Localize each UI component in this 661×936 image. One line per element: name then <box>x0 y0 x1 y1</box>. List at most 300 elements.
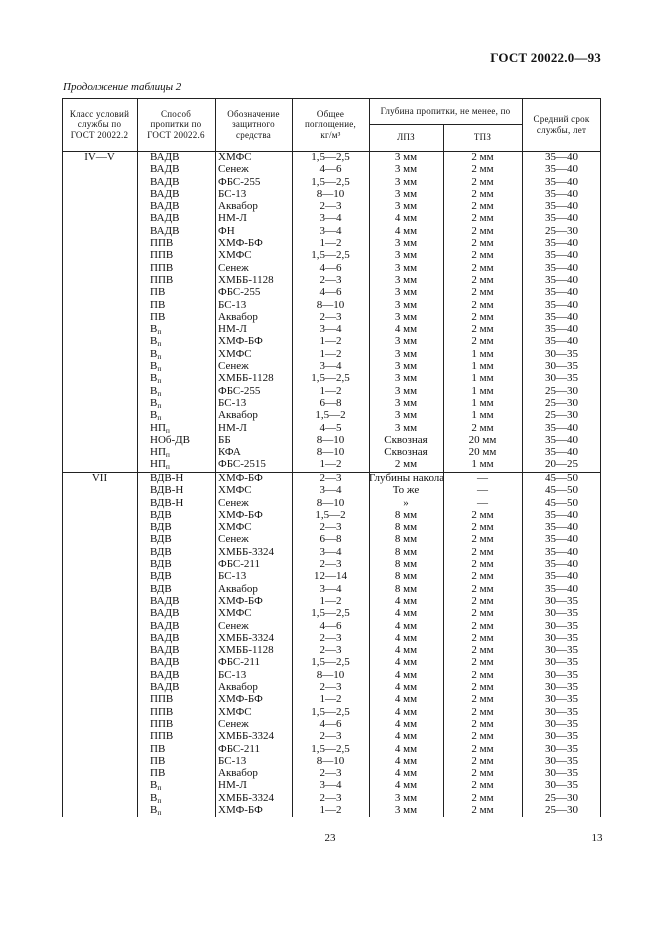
header-service-life <box>522 98 601 151</box>
absorption-cell: 1,5—2,5 <box>311 607 350 620</box>
agent-cell: БС-13 <box>218 298 247 311</box>
depth-tpz-cell: 2 мм <box>471 421 494 434</box>
method-cell <box>137 681 215 693</box>
service-life-cell: 30—35 <box>545 644 578 657</box>
agent-cell: Сенеж <box>218 717 249 730</box>
table-row <box>62 779 601 791</box>
method-cell <box>137 546 215 558</box>
table-row <box>62 558 601 570</box>
page-number-right: 13 <box>591 832 603 844</box>
service-life-cell: 30—35 <box>545 656 578 669</box>
absorption-cell: 1,5—2,5 <box>311 742 350 755</box>
depth-lpz-cell: 4 мм <box>394 717 418 730</box>
service-life-cell: 30—35 <box>545 619 578 632</box>
header-depth-tpz <box>443 124 522 151</box>
method-code: В <box>150 409 158 422</box>
agent-cell: БС-13 <box>218 187 247 200</box>
absorption-cell: 8—10 <box>316 433 345 446</box>
header-line: поглощение, <box>304 119 357 130</box>
table-row <box>62 509 601 521</box>
absorption-cell: 3—4 <box>319 323 342 336</box>
table-row <box>62 804 601 816</box>
service-class-label: IV—V <box>84 151 115 163</box>
service-life-cell: 30—35 <box>545 717 578 730</box>
service-life-cell: 35—40 <box>545 200 578 213</box>
absorption-cell: 4—6 <box>319 717 342 730</box>
method-code: В <box>150 804 158 817</box>
method-cell <box>137 509 215 521</box>
depth-lpz-cell: 3 мм <box>394 286 418 299</box>
method-code: ВАДВ <box>150 681 180 694</box>
agent-cell: ФБС-255 <box>218 286 261 299</box>
absorption-cell: 8—10 <box>316 187 345 200</box>
method-cell <box>137 311 215 323</box>
header-line: средства <box>235 129 271 140</box>
method-code: ППВ <box>150 705 174 718</box>
depth-tpz-cell: 2 мм <box>471 249 494 262</box>
depth-lpz-cell: 4 мм <box>394 705 418 718</box>
table-row <box>62 274 601 286</box>
absorption-cell: 1—2 <box>319 347 342 360</box>
table-row <box>62 632 601 644</box>
method-subscript: п <box>157 400 162 410</box>
depth-tpz-cell: 2 мм <box>471 335 494 348</box>
method-code: ВДВ-Н <box>150 472 184 484</box>
method-cell <box>137 779 215 791</box>
agent-cell: НМ-Л <box>218 323 247 336</box>
service-life-cell: 45—50 <box>545 496 578 509</box>
service-life-cell: 35—40 <box>545 151 578 163</box>
table-row <box>62 669 601 681</box>
header-line: Класс условий <box>69 108 130 119</box>
depth-tpz-cell: — <box>477 496 488 509</box>
absorption-cell: 2—3 <box>319 521 342 534</box>
absorption-cell: 4—6 <box>319 619 342 632</box>
method-cell <box>137 497 215 509</box>
agent-cell: ХМФ-БФ <box>218 594 263 607</box>
absorption-cell: 2—3 <box>319 310 342 323</box>
service-life-cell: 25—30 <box>545 791 578 804</box>
depth-tpz-cell: 2 мм <box>471 631 494 644</box>
service-life-cell: 30—35 <box>545 742 578 755</box>
method-cell <box>137 533 215 545</box>
method-code: ППВ <box>150 730 174 743</box>
service-life-cell: 35—40 <box>545 421 578 434</box>
agent-cell: ХМББ-1128 <box>218 372 274 385</box>
agent-cell: ХМББ-3324 <box>218 545 275 558</box>
method-cell <box>137 458 215 470</box>
table-row <box>62 595 601 607</box>
service-life-cell: 30—35 <box>545 767 578 780</box>
depth-tpz-cell: 2 мм <box>471 261 494 274</box>
absorption-cell: 1—2 <box>319 384 342 397</box>
depth-tpz-cell: 2 мм <box>471 582 494 595</box>
method-cell <box>137 299 215 311</box>
method-subscript: п <box>165 425 170 435</box>
method-cell <box>137 200 215 212</box>
depth-lpz-cell: 3 мм <box>394 421 418 434</box>
method-code: ВАДВ <box>150 619 180 632</box>
header-depth-group <box>369 98 522 124</box>
table-row <box>62 299 601 311</box>
agent-cell: БС-13 <box>218 570 247 583</box>
agent-cell: Аквабор <box>218 582 258 595</box>
table-row <box>62 546 601 558</box>
method-code: В <box>150 323 158 336</box>
method-cell <box>137 755 215 767</box>
service-life-cell: 25—30 <box>545 384 578 397</box>
agent-cell: НМ-Л <box>218 212 247 225</box>
table-row <box>62 176 601 188</box>
depth-lpz-cell: 4 мм <box>394 742 418 755</box>
method-cell <box>137 607 215 619</box>
method-cell <box>137 237 215 249</box>
table-row <box>62 212 601 224</box>
service-life-cell: 30—35 <box>545 705 578 718</box>
depth-tpz-cell: 2 мм <box>471 681 494 694</box>
absorption-cell: 1,5—2,5 <box>311 175 350 188</box>
method-code: В <box>150 384 158 397</box>
table-row <box>62 743 601 755</box>
method-subscript: п <box>157 388 162 398</box>
header-line: ЛПЗ <box>397 132 415 143</box>
depth-lpz-cell: 3 мм <box>394 372 418 385</box>
absorption-cell: 8—10 <box>316 668 345 681</box>
header-group-rule <box>369 124 522 125</box>
method-code: ВАДВ <box>150 224 180 237</box>
table-row <box>62 372 601 384</box>
method-code: ВАДВ <box>150 175 180 188</box>
method-code: ВДВ-Н <box>150 484 184 497</box>
depth-tpz-cell: — <box>477 472 488 484</box>
method-code: ВАДВ <box>150 212 180 225</box>
method-cell <box>137 730 215 742</box>
method-code: ВАДВ <box>150 668 180 681</box>
agent-cell: ХМФ-БФ <box>218 804 263 817</box>
depth-tpz-cell: 2 мм <box>471 705 494 718</box>
method-cell <box>137 446 215 458</box>
service-life-cell: 35—40 <box>545 323 578 336</box>
depth-lpz-cell: 3 мм <box>394 163 418 176</box>
service-life-cell: 30—35 <box>545 668 578 681</box>
agent-cell: Аквабор <box>218 310 258 323</box>
method-code: ВАДВ <box>150 644 180 657</box>
service-life-cell: 30—35 <box>545 607 578 620</box>
table-row <box>62 360 601 372</box>
depth-lpz-cell: 3 мм <box>394 310 418 323</box>
depth-lpz-cell: 3 мм <box>394 175 418 188</box>
agent-cell: ФБС-255 <box>218 175 261 188</box>
absorption-cell: 8—10 <box>316 754 345 767</box>
table-row <box>62 570 601 582</box>
service-life-cell: 35—40 <box>545 286 578 299</box>
method-code: НП <box>150 421 166 434</box>
header-service-class <box>62 98 137 151</box>
absorption-cell: 3—4 <box>319 779 342 792</box>
method-cell <box>137 558 215 570</box>
absorption-cell: 6—8 <box>319 396 342 409</box>
absorption-cell: 2—3 <box>319 791 342 804</box>
depth-tpz-cell: 2 мм <box>471 607 494 620</box>
depth-lpz-cell: 4 мм <box>394 693 418 706</box>
depth-tpz-cell: 2 мм <box>471 693 494 706</box>
agent-cell: ХМФ-БФ <box>218 472 263 484</box>
method-code: ВАДВ <box>150 187 180 200</box>
method-code: ПВ <box>150 767 166 780</box>
method-cell <box>137 792 215 804</box>
agent-cell: ФБС-211 <box>218 558 261 571</box>
method-code: ВАДВ <box>150 594 180 607</box>
method-cell <box>137 163 215 175</box>
service-life-cell: 25—30 <box>545 409 578 422</box>
depth-tpz-cell: 2 мм <box>471 163 494 176</box>
depth-tpz-cell: 2 мм <box>471 668 494 681</box>
agent-cell: ХМББ-3324 <box>218 791 275 804</box>
table-row <box>62 583 601 595</box>
service-life-cell: 30—35 <box>545 631 578 644</box>
depth-lpz-cell: Сквозная <box>384 446 428 459</box>
header-line: Глубина пропитки, не менее, по <box>380 105 511 116</box>
table-section <box>62 472 601 816</box>
method-code: В <box>150 360 158 373</box>
depth-lpz-cell: 3 мм <box>394 249 418 262</box>
depth-lpz-cell: 8 мм <box>394 521 418 534</box>
absorption-cell: 4—6 <box>319 286 342 299</box>
service-life-cell: 35—40 <box>545 249 578 262</box>
depth-tpz-cell: 2 мм <box>471 779 494 792</box>
table-row <box>62 225 601 237</box>
method-cell <box>137 472 215 484</box>
standard-code: ГОСТ 20022.0—93 <box>490 50 601 65</box>
table-row <box>62 385 601 397</box>
service-life-cell: 35—40 <box>545 298 578 311</box>
table-row <box>62 484 601 496</box>
method-code: ППВ <box>150 717 174 730</box>
method-cell <box>137 151 215 163</box>
service-life-cell: 35—40 <box>545 582 578 595</box>
agent-cell: Сенеж <box>218 619 249 632</box>
agent-cell: ХМФС <box>218 607 252 620</box>
depth-lpz-cell: 3 мм <box>394 804 418 817</box>
method-subscript: п <box>165 462 170 472</box>
method-code: ВДВ <box>150 582 172 595</box>
depth-lpz-cell: 4 мм <box>394 644 418 657</box>
method-code: НП <box>150 458 166 471</box>
method-cell <box>137 176 215 188</box>
agent-cell: ФН <box>218 224 235 237</box>
absorption-cell: 2—3 <box>319 200 342 213</box>
absorption-cell: 8—10 <box>316 298 345 311</box>
method-code: ВДВ-Н <box>150 496 184 509</box>
table-row <box>62 521 601 533</box>
depth-lpz-cell: 4 мм <box>394 594 418 607</box>
header-depth-lpz <box>369 124 443 151</box>
method-code: В <box>150 779 158 792</box>
service-life-cell: 35—40 <box>545 558 578 571</box>
agent-cell: ХМББ-3324 <box>218 730 275 743</box>
depth-lpz-cell: 3 мм <box>394 151 418 163</box>
depth-tpz-cell: 1 мм <box>471 458 494 471</box>
method-code: ВДВ <box>150 545 172 558</box>
depth-lpz-cell: 3 мм <box>394 360 418 373</box>
table-row <box>62 422 601 434</box>
absorption-cell: 1—2 <box>319 804 342 817</box>
method-code: ППВ <box>150 261 174 274</box>
depth-lpz-cell: » <box>403 496 409 509</box>
header-absorption <box>292 98 369 151</box>
table-row <box>62 681 601 693</box>
table-row <box>62 620 601 632</box>
header-line: Средний срок <box>533 114 590 124</box>
method-cell <box>137 249 215 261</box>
depth-lpz-cell: 4 мм <box>394 631 418 644</box>
absorption-cell: 1,5—2 <box>315 409 346 422</box>
method-subscript: п <box>157 376 162 386</box>
method-code: ПВ <box>150 742 166 755</box>
agent-cell: БС-13 <box>218 396 247 409</box>
service-life-cell: 35—40 <box>545 446 578 459</box>
absorption-cell: 1,5—2,5 <box>311 372 350 385</box>
table-row <box>62 151 601 163</box>
method-code: В <box>150 396 158 409</box>
absorption-cell: 1—2 <box>319 693 342 706</box>
method-cell <box>137 409 215 421</box>
service-life-cell: 30—35 <box>545 360 578 373</box>
depth-tpz-cell: 2 мм <box>471 804 494 817</box>
depth-lpz-cell: 3 мм <box>394 791 418 804</box>
depth-lpz-cell: 4 мм <box>394 656 418 669</box>
header-line: ГОСТ 20022.2 <box>70 129 129 140</box>
method-subscript: п <box>157 364 162 374</box>
service-life-cell: 35—40 <box>545 175 578 188</box>
service-life-cell: 35—40 <box>545 521 578 534</box>
depth-tpz-cell: 2 мм <box>471 298 494 311</box>
depth-tpz-cell: 2 мм <box>471 767 494 780</box>
absorption-cell: 3—4 <box>319 582 342 595</box>
table-row <box>62 533 601 545</box>
agent-cell: Сенеж <box>218 360 249 373</box>
table-caption: Продолжение таблицы 2 <box>63 81 182 93</box>
header-line: пропитки по <box>150 119 202 130</box>
depth-tpz-cell: 1 мм <box>471 347 494 360</box>
method-subscript: п <box>157 327 162 337</box>
method-cell <box>137 274 215 286</box>
service-life-cell: 30—35 <box>545 372 578 385</box>
header-line: Общее <box>316 108 345 119</box>
table-row <box>62 188 601 200</box>
header-line: Обозначение <box>227 108 280 119</box>
agent-cell: ХМББ-1128 <box>218 644 274 657</box>
method-code: ПВ <box>150 286 166 299</box>
table-row <box>62 472 601 484</box>
method-cell <box>137 595 215 607</box>
table-row <box>62 497 601 509</box>
impregnation-table <box>62 98 601 817</box>
service-life-cell: 35—40 <box>545 310 578 323</box>
depth-lpz-cell: 4 мм <box>394 681 418 694</box>
absorption-cell: 2—3 <box>319 730 342 743</box>
depth-lpz-cell: 3 мм <box>394 237 418 250</box>
absorption-cell: 3—4 <box>319 212 342 225</box>
service-life-cell: 25—30 <box>545 396 578 409</box>
service-life-cell: 35—40 <box>545 508 578 521</box>
method-code: ВДВ <box>150 533 172 546</box>
absorption-cell: 1—2 <box>319 335 342 348</box>
method-code: ППВ <box>150 249 174 262</box>
depth-lpz-cell: 3 мм <box>394 347 418 360</box>
depth-lpz-cell: 8 мм <box>394 570 418 583</box>
agent-cell: Сенеж <box>218 496 249 509</box>
depth-lpz-cell: 3 мм <box>394 409 418 422</box>
depth-tpz-cell: 2 мм <box>471 619 494 632</box>
depth-lpz-cell: 3 мм <box>394 298 418 311</box>
depth-tpz-cell: 2 мм <box>471 212 494 225</box>
service-life-cell: 25—30 <box>545 224 578 237</box>
table-row <box>62 644 601 656</box>
depth-tpz-cell: 2 мм <box>471 717 494 730</box>
depth-tpz-cell: 2 мм <box>471 310 494 323</box>
method-cell <box>137 743 215 755</box>
service-life-cell: 45—50 <box>545 472 578 484</box>
depth-tpz-cell: 2 мм <box>471 791 494 804</box>
service-life-cell: 30—35 <box>545 693 578 706</box>
table-row <box>62 409 601 421</box>
depth-lpz-cell: 4 мм <box>394 730 418 743</box>
table-row <box>62 458 601 470</box>
method-subscript: п <box>157 351 162 361</box>
depth-tpz-cell: — <box>477 484 488 497</box>
table-row <box>62 730 601 742</box>
absorption-cell: 1—2 <box>319 458 342 471</box>
absorption-cell: 2—3 <box>319 558 342 571</box>
service-life-cell: 35—40 <box>545 273 578 286</box>
table-row <box>62 286 601 298</box>
service-life-cell: 30—35 <box>545 347 578 360</box>
header-line: Способ <box>160 108 192 119</box>
agent-cell: ХМФС <box>218 484 252 497</box>
depth-lpz-cell: 4 мм <box>394 607 418 620</box>
table-section <box>62 151 601 471</box>
method-subscript: п <box>157 339 162 349</box>
method-cell <box>137 570 215 582</box>
absorption-cell: 3—4 <box>319 360 342 373</box>
agent-cell: НМ-Л <box>218 779 247 792</box>
method-cell <box>137 718 215 730</box>
header-agent <box>215 98 292 151</box>
method-cell <box>137 767 215 779</box>
table-row <box>62 249 601 261</box>
depth-tpz-cell: 1 мм <box>471 360 494 373</box>
method-code: ВАДВ <box>150 151 180 163</box>
service-life-cell: 20—25 <box>545 458 578 471</box>
depth-lpz-cell: 4 мм <box>394 668 418 681</box>
agent-cell: ББ <box>218 433 231 446</box>
absorption-cell: 2—3 <box>319 631 342 644</box>
method-cell <box>137 286 215 298</box>
agent-cell: ХМФС <box>218 347 252 360</box>
method-cell <box>137 188 215 200</box>
header-line: ТПЗ <box>473 132 492 143</box>
depth-lpz-cell: То же <box>392 484 420 497</box>
absorption-cell: 2—3 <box>319 273 342 286</box>
depth-lpz-cell: 4 мм <box>394 224 418 237</box>
depth-lpz-cell: 8 мм <box>394 582 418 595</box>
method-code: ВАДВ <box>150 200 180 213</box>
table-row <box>62 767 601 779</box>
agent-cell: Аквабор <box>218 409 258 422</box>
depth-tpz-cell: 2 мм <box>471 742 494 755</box>
agent-cell: ХМФС <box>218 705 252 718</box>
